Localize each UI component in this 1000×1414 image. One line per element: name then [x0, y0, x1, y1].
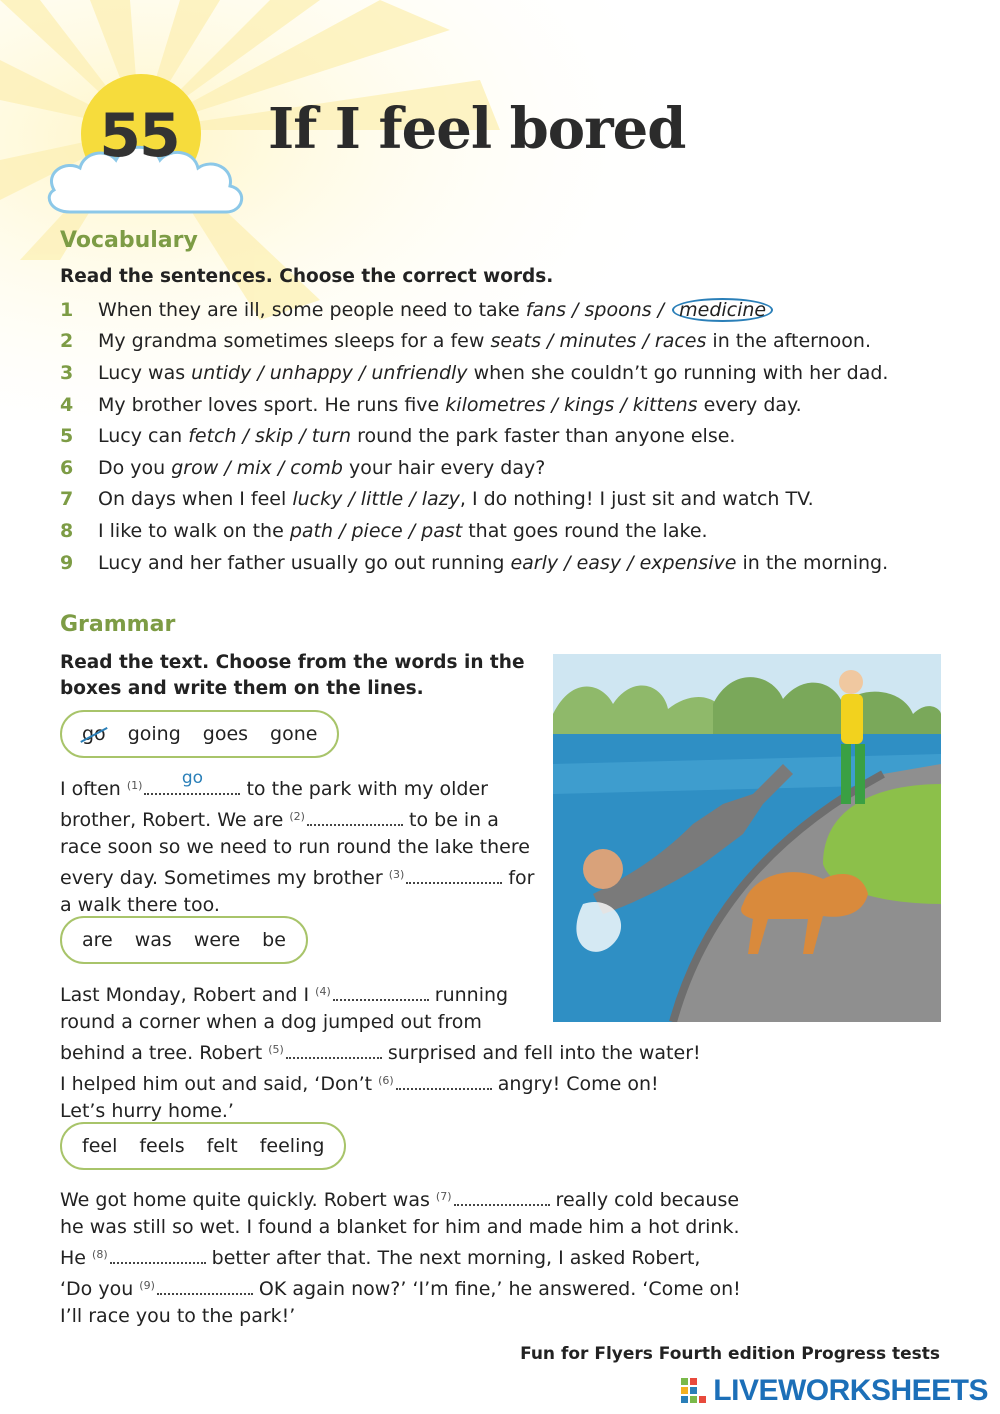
text: Let’s hurry home.’: [60, 1100, 234, 1122]
gap-number: (9): [139, 1279, 155, 1292]
word-option[interactable]: are: [82, 929, 113, 951]
word-option[interactable]: be: [262, 929, 286, 951]
gap-number: (8): [92, 1248, 108, 1261]
answer-blank-3[interactable]: [406, 868, 502, 884]
text: I helped him out and said, ‘Don’t: [60, 1073, 379, 1095]
gap-number: (1): [126, 779, 143, 792]
item-number: 6: [60, 456, 74, 479]
grammar-paragraph-3: [60, 1183, 780, 1330]
word-option[interactable]: felt: [206, 1135, 238, 1157]
item-text-after: your hair every day?: [342, 456, 546, 479]
word-option[interactable]: feel: [82, 1135, 118, 1157]
vocab-item: [60, 326, 960, 358]
text: Last Monday, Robert and I: [60, 984, 316, 1006]
item-text-after: that goes round the lake.: [462, 519, 708, 542]
gap-number: (5): [268, 1043, 284, 1056]
item-text-before: On days when I feel: [98, 488, 293, 511]
item-number: 2: [60, 330, 74, 353]
answer-blank-5[interactable]: [286, 1043, 382, 1059]
item-text-after: when she couldn’t go running with her dad.: [467, 361, 889, 384]
vocabulary-heading: Vocabulary: [60, 228, 198, 253]
instruction-line: Read the text. Choose from the words in the: [60, 652, 525, 673]
item-number: 3: [60, 361, 74, 384]
word-option[interactable]: feeling: [259, 1135, 325, 1157]
item-options[interactable]: early / easy / expensive: [510, 551, 737, 574]
item-text-after: in the afternoon.: [706, 330, 871, 353]
gap-number: (3): [388, 868, 405, 881]
text: race soon so we need to run round the lake there: [60, 836, 530, 858]
text: every day. Sometimes my brother: [60, 867, 389, 889]
gap-number: (7): [435, 1190, 452, 1203]
text: surprised and fell into the water!: [381, 1042, 701, 1064]
instruction-line: boxes and write them on the lines.: [60, 678, 424, 699]
item-number: 4: [60, 393, 74, 416]
item-number: 8: [60, 519, 74, 542]
written-answer: go: [181, 768, 204, 788]
text: a walk there too.: [60, 894, 220, 916]
page-title: If I feel bored: [268, 96, 686, 162]
grammar-paragraph-1: [60, 768, 540, 919]
word-option[interactable]: goes: [202, 723, 249, 745]
gap-number: (4): [315, 985, 331, 998]
lesson-number: 55: [99, 101, 179, 171]
vocab-item: [60, 515, 960, 547]
vocabulary-instruction: Read the sentences. Choose the correct words.: [60, 266, 554, 287]
item-text-after: in the morning.: [736, 551, 889, 574]
gap-number: (2): [289, 810, 305, 823]
item-text-before: When they are ill, some people need to take: [98, 298, 526, 321]
vocab-item: [60, 420, 960, 452]
grammar-instruction: [60, 650, 525, 702]
item-text-before: I like to walk on the: [98, 519, 290, 542]
item-options[interactable]: grow / mix / comb: [171, 456, 343, 479]
word-option[interactable]: gone: [270, 723, 318, 745]
item-text-before: Lucy and her father usually go out running: [98, 551, 511, 574]
word-box-2: [60, 916, 308, 964]
text: he was still so wet. I found a blanket for him and made him a hot drink.: [60, 1216, 740, 1238]
item-text-after: , I do nothing! I just sit and watch TV.: [459, 488, 814, 511]
text: We got home quite quickly. Robert was: [60, 1189, 436, 1211]
answer-blank-4[interactable]: [333, 985, 429, 1001]
text: angry! Come on!: [491, 1073, 659, 1095]
footer-credit: Fun for Flyers Fourth edition Progress tests: [520, 1344, 940, 1364]
word-box-1: [60, 710, 339, 758]
word-option[interactable]: feels: [139, 1135, 185, 1157]
item-text-before: My brother loves sport. He runs five: [98, 393, 446, 416]
word-option[interactable]: going: [127, 723, 181, 745]
vocab-item: [60, 294, 960, 326]
park-lake-illustration: [553, 654, 941, 1022]
item-options[interactable]: lucky / little / lazy: [292, 488, 460, 511]
circled-answer[interactable]: medicine: [672, 298, 773, 322]
text: running: [428, 984, 509, 1006]
answer-blank-8[interactable]: [110, 1248, 206, 1264]
text: to the park with my older: [240, 778, 488, 800]
item-number: 1: [60, 298, 74, 321]
item-options[interactable]: path / piece / past: [289, 519, 463, 542]
vocab-item: [60, 389, 960, 421]
vocab-item: [60, 357, 960, 389]
item-text-before: Do you: [98, 456, 172, 479]
text: I often: [60, 778, 127, 800]
item-text-before: My grandma sometimes sleeps for a few: [98, 330, 491, 353]
text: I’ll race you to the park!’: [60, 1305, 296, 1327]
text: ‘Do you: [60, 1278, 140, 1300]
item-number: 5: [60, 425, 74, 448]
vocab-item: [60, 547, 960, 579]
text: behind a tree. Robert: [60, 1042, 269, 1064]
text: round a corner when a dog jumped out from: [60, 1011, 482, 1033]
vocab-item: [60, 484, 960, 516]
word-option[interactable]: were: [193, 929, 241, 951]
item-options[interactable]: untidy / unhappy / unfriendly: [191, 361, 468, 384]
answer-blank-9[interactable]: [157, 1279, 253, 1295]
word-option[interactable]: go: [82, 723, 106, 745]
item-text-before: Lucy can: [98, 425, 189, 448]
text: brother, Robert. We are: [60, 809, 290, 831]
item-options[interactable]: fans / spoons /: [525, 298, 671, 321]
item-text-after: round the park faster than anyone else.: [351, 425, 736, 448]
answer-blank-2[interactable]: [307, 810, 403, 826]
text: really cold because: [549, 1189, 740, 1211]
item-number: 9: [60, 551, 74, 574]
item-options[interactable]: kilometres / kings / kittens: [445, 393, 698, 416]
text: He: [60, 1247, 93, 1269]
word-box-3: [60, 1122, 346, 1170]
text: for: [502, 867, 535, 889]
grammar-heading: Grammar: [60, 612, 176, 637]
item-options[interactable]: fetch / skip / turn: [188, 425, 352, 448]
item-number: 7: [60, 488, 74, 511]
item-text-after: every day.: [697, 393, 802, 416]
gap-number: (6): [378, 1074, 394, 1087]
vocab-item: [60, 452, 960, 484]
word-option[interactable]: was: [134, 929, 172, 951]
brand-logo-link[interactable]: [681, 1374, 988, 1408]
text: to be in a: [402, 809, 499, 831]
text: OK again now?’ ‘I’m fine,’ he answered. ‘Come on!: [252, 1278, 741, 1300]
text: better after that. The next morning, I asked Robert,: [205, 1247, 701, 1269]
answer-blank-6[interactable]: [396, 1074, 492, 1090]
item-options[interactable]: seats / minutes / races: [490, 330, 707, 353]
liveworksheets-logo-icon: [681, 1378, 707, 1404]
answer-blank-1[interactable]: [144, 768, 240, 795]
item-text-before: Lucy was: [98, 361, 192, 384]
vocabulary-list: [60, 294, 960, 578]
brand-name: LIVEWORKSHEETS: [713, 1374, 988, 1407]
answer-blank-7[interactable]: [454, 1190, 550, 1206]
